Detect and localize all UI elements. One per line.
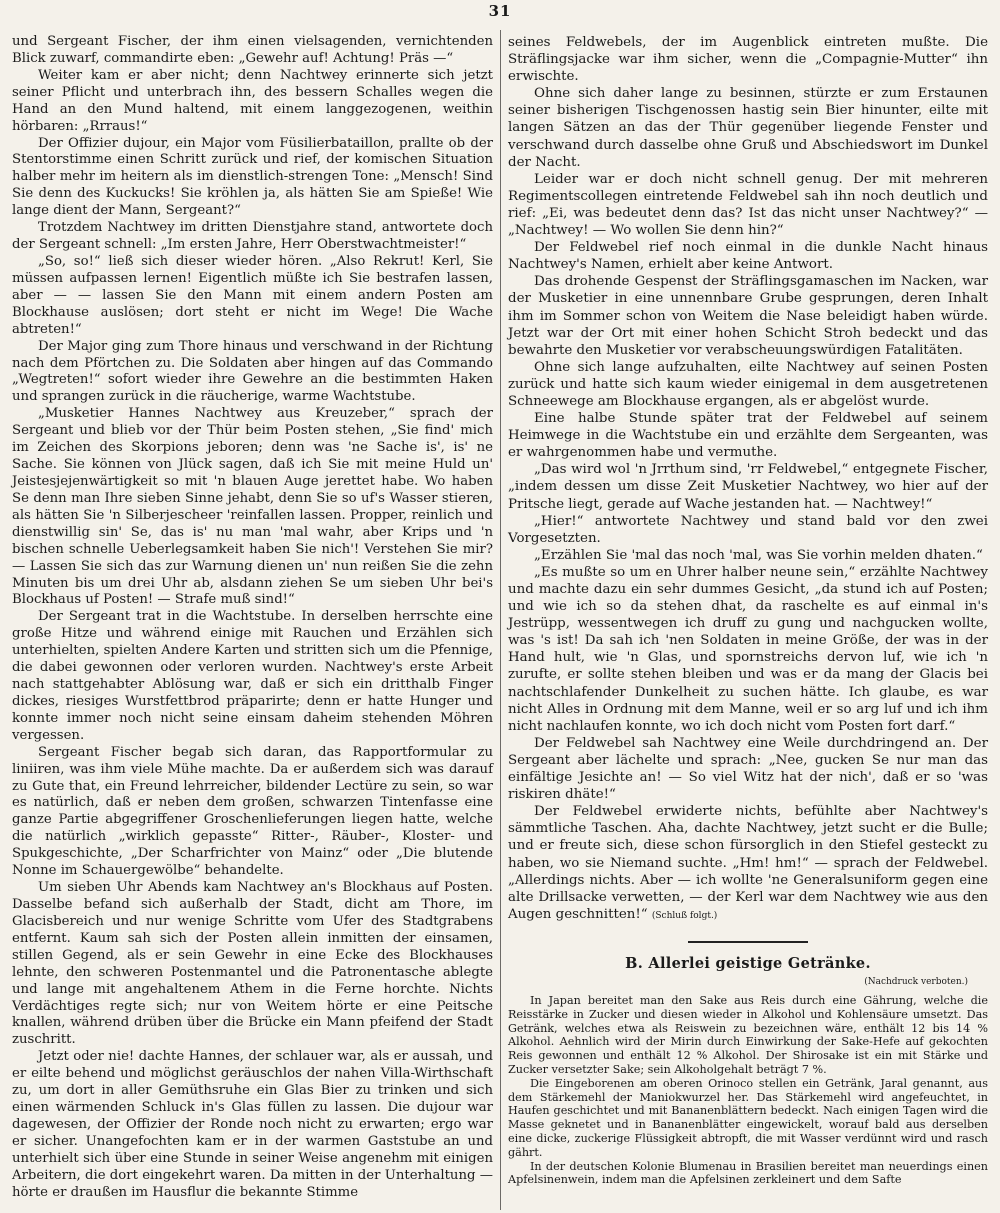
paragraph: „Hier!“ antwortete Nachtwey und stand bald vor den zwei Vorgesetzten.	[508, 513, 988, 546]
paragraph: Der Offizier dujour, ein Major vom Füsilierbataillon, prallte ob der Stentorstimme einen Schritt zurück und rief, der komischen Situation halber mehr im heitern als im dienstlich-strengen Tone: „Mensch! Sind Sie denn des Kuckucks! Sie kröhlen ja, als hätten Sie am Spieße! Wie lange dient der Mann, Sergeant?“	[12, 135, 493, 219]
section-body	[508, 994, 988, 1187]
paragraph: Der Sergeant trat in die Wachtstube. In derselben herrschte eine große Hitze und während einige mit Rauchen und Erzählen sich unterhielten, spielten Andere Karten und stritten sich um die Pfennige, die dabei gewonnen oder verloren wurden. Nachtwey's erste Arbeit nach stattgehabter Ablösung war, daß er sich ein dritthalb Finger dickes, riesiges Wurstfettbrod präparirte; denn er hatte Hunger und konnte immer noch nicht seine einsam daheim stehenden Möhren vergessen.	[12, 609, 493, 743]
paragraph: Trotzdem Nachtwey im dritten Dienstjahre stand, antwortete doch der Sergeant schnell: „Im ersten Jahre, Herr Oberstwachtmeister!“	[12, 220, 493, 253]
paragraph: „Es mußte so um en Uhrer halber neune sein,“ erzählte Nachtwey und machte dazu ein sehr dummes Gesicht, „da stund ich auf Posten; und wie ich so da stehen dhat, da raschelte es auf einmal in's Jestrüpp, wessentwegen ich druff zu gung und nachgucken wollte, was 's ist! Da sah ich 'nen Soldaten in meine Größe, der was in der Hand hult, wie 'n Glas, und spornstreichs dervon luf, wie ich 'n zurufte, er sollte stehen bleiben und was er da mang der Glacis bei nachtschlafender Dunkelheit zu suchen hätte. Ich glaube, es war nicht Alles in Ordnung mit dem Manne, weil er so arg luf und ich ihm nicht nachlaufen konnte, wo ich doch nicht vom Posten fort darf.“	[508, 564, 988, 734]
paragraph: „Musketier Hannes Nachtwey aus Kreuzeber,“ sprach der Sergeant und blieb vor der Thür beim Posten stehen, „Sie find' mich im Zeichen des Skorpions jeboren; denn was 'ne Sache is', is' ne Sache. Sie können von Jlück sagen, daß ich Sie mit meine Huld un' Jeistesjejenwärtigkeit so mit 'n blauen Auge jerettet habe. Wo haben Se denn man Ihre sieben Sinne jehabt, denn Sie so uf's Wasser stieren, als hätten Sie 'n Silberjescheer 'reinfallen lassen. Propper, reinlich und dienstwillig sin' Se, das is' nu man 'mal wahr, aber Krips und 'n bischen schnelle Ueberlegsamkeit haben Sie nich'! Verstehen Sie mir? — Lassen Sie sich das zur Warnung dienen un' nun reißen Sie die zehn Minuten bis um drei Uhr ab, alsdann ziehen Se um sieben Uhr bei's Blockhaus uf Posten! — Strafe muß sind!“	[12, 406, 493, 608]
paragraph: Ohne sich lange aufzuhalten, eilte Nachtwey auf seinen Posten zurück und hatte sich kaum wieder einigemal in dem ausgetretenen Schneewege am Blockhause ergangen, als er abgelöst wurde.	[508, 359, 988, 409]
paragraph: Jetzt oder nie! dachte Hannes, der schlauer war, als er aussah, und er eilte behend und möglichst geräuschlos der nahen Villa-Wirthschaft zu, um dort in aller Gemüthsruhe ein Glas Bier zu trinken und sich einen wärmenden Schluck in's Glas füllen zu lassen. Die dujour war dagewesen, der Offizier der Ronde noch nicht zu erwarten; ergo war er sicher. Unangefochten kam er in der warmen Gaststube an und unterhielt sich über eine Stunde in seiner Weise angenehm mit einigen Arbeitern, die dort eingekehrt waren. Da mitten in der Unterhaltung — hörte er draußen im Hausflur die bekannte Stimme	[12, 1049, 493, 1200]
paragraph: und Sergeant Fischer, der ihm einen vielsagenden, vernichtenden Blick zuwarf, commandirte eben: „Gewehr auf! Achtung! Präs —“	[12, 34, 493, 66]
paragraph: Das drohende Gespenst der Sträflingsgamaschen im Nacken, war der Musketier in eine unnennbare Grube gesprungen, deren Inhalt ihm im Sommer schon von Weitem die Nase beleidigt haben würde. Jetzt war der Ort mit einer hohen Schicht Stroh bedeckt und das bewahrte den Musketier vor verabscheuungswürdigen Fatalitäten.	[508, 274, 988, 358]
last-paragraph	[508, 803, 988, 925]
right-column	[508, 34, 988, 1187]
column-divider	[500, 30, 501, 1210]
paragraph: „So, so!“ ließ sich dieser wieder hören. „Also Rekrut! Kerl, Sie müssen aufpassen lernen! Eigentlich müßte ich Sie bestrafen lassen, aber — — lassen Sie den Mann mit einem andern Posten am Blockhause auslösen; dort steht er nicht im Wege! Die Wache abtreten!“	[12, 253, 493, 337]
paragraph: „Erzählen Sie 'mal das noch 'mal, was Sie vorhin melden dhaten.“	[534, 547, 983, 563]
paragraph: Weiter kam er aber nicht; denn Nachtwey erinnerte sich jetzt seiner Pflicht und unterbrach ihn, des bessern Schalles wegen die Hand an den Mund haltend, mit einem langgezogenen, weithin hörbaren: „Rrraus!“	[12, 67, 493, 134]
paragraph: Leider war er doch nicht schnell genug. Der mit mehreren Regimentscollegen eintretende Feldwebel sah ihn noch deutlich und rief: „Ei, was bedeutet denn das? Ist das nicht unser Nachtwey?“ — „Nachtwey! — Wo wollen Sie denn hin?“	[508, 171, 988, 239]
paragraph: Der Major ging zum Thore hinaus und verschwand in der Richtung nach dem Pförtchen zu. Die Soldaten aber hingen auf das Commando „Wegtreten!“ sofort wieder ihre Gewehre an die bestimmten Haken und sprangen zurück in die räucherige, warme Wachtstube.	[12, 338, 493, 405]
paragraph: „Das wird wol 'n Jrrthum sind, 'rr Feldwebel,“ entgegnete Fischer, „indem dessen um disse Zeit Musketier Nachtwey, wo hier auf der Pritsche liegt, gerade auf Wache jestanden hat. — Nachtwey!“	[508, 462, 988, 512]
paragraph: Ohne sich daher lange zu besinnen, stürzte er zum Erstaunen seiner bisherigen Tischgenossen hastig sein Bier hinunter, eilte mit langen Sätzen an das der Thür gegenüber liegende Fenster und verschwand durch dasselbe ohne Gruß und Abschiedswort im Dunkel der Nacht.	[508, 86, 988, 170]
section-title: B. Allerlei geistige Getränke.	[625, 954, 871, 972]
left-column	[12, 34, 493, 1202]
continuation-note: (Schluß folgt.)	[651, 910, 718, 921]
section-divider	[688, 941, 808, 943]
paragraph: Der Feldwebel rief noch einmal in die dunkle Nacht hinaus Nachtwey's Namen, erhielt aber keine Antwort.	[508, 240, 988, 273]
paragraph: Um sieben Uhr Abends kam Nachtwey an's Blockhaus auf Posten. Dasselbe befand sich außerhalb der Stadt, dicht am Thore, im Glacisbereich und nur wenige Schritte vom Ufer des Stadtgrabens entfernt. Kaum sah sich der Posten allein inmitten der einsamen, stillen Gegend, als er sein Gewehr in eine Ecke des Blockhauses lehnte, den schweren Postenmantel und die Patronentasche ablegte und lange mit angehaltenem Athem in die Ferne horchte. Nichts Verdächtiges regte sich; nur von Weitem hörte er eine Peitsche knallen, während drüben über die Brücke ein Mann pfeifend der Stadt zuschritt.	[12, 880, 493, 1048]
paragraph: In der deutschen Kolonie Blumenau in Brasilien bereitet man neuerdings einen Apfelsinenwein, indem man die Apfelsinen zerkleinert und dem Safte	[508, 1159, 988, 1187]
paragraph-text: Der Feldwebel erwiderte nichts, befühlte aber Nachtwey's sämmtliche Taschen. Aha, dachte Nachtwey, jetzt sucht er die Bulle; und er freute sich, diese schon fürsorglich in den Stiefel gesteckt zu haben, wo sie Niemand suchte. „Hm! hm!“ — sprach der Feldwebel. „Allerdings nichts. Aber — ich wollte 'ne Generalsuniform gegen eine alte Drillsacke verwetten, — der Kerl war dem Nachtwey wie aus den Augen geschnitten!“	[508, 804, 988, 922]
paragraph: Eine halbe Stunde später trat der Feldwebel auf seinem Heimwege in die Wachtstube ein und erzählte dem Sergeanten, was er wahrgenommen habe und vermuthe.	[508, 411, 988, 461]
paragraph: Die Eingeborenen am oberen Orinoco stellen ein Getränk, Jaral genannt, aus dem Stärkemehl der Maniokwurzel her. Das Stärkemehl wird angefeuchtet, in Haufen geschichtet und mit Bananenblättern bedeckt. Nach einigen Tagen wird die Masse geknetet und in Bananenblätter eingewickelt, worauf bald aus derselben eine dicke, zuckerige Flüssigkeit abtropft, die mit Wasser verdünnt wird und rasch gährt.	[508, 1076, 988, 1159]
paragraph: In Japan bereitet man den Sake aus Reis durch eine Gährung, welche die Reisstärke in Zucker und diesen wieder in Alkohol und Kohlensäure umsetzt. Das Getränk, welches etwa als Reiswein zu bezeichnen wäre, enthält 12 bis 14 % Alkohol. Aehnlich wird der Mirin durch Einwirkung der Sake-Hefe auf gekochten Reis gewonnen und enthält 12 % Alkohol. Der Shirosake ist ein mit Stärke und Zucker versetzter Sake; sein Alkoholgehalt beträgt 7 %.	[508, 994, 988, 1077]
page-number: 31	[488, 2, 512, 20]
paragraph: seines Feldwebels, der im Augenblick eintreten mußte. Die Sträflingsjacke war ihm sicher, wenn die „Compagnie-Mutter“ ihn erwischte.	[508, 35, 988, 85]
reprint-note: (Nachdruck verboten.)	[864, 976, 968, 987]
paragraph: Sergeant Fischer begab sich daran, das Rapportformular zu liniiren, was ihm viele Mühe machte. Da er außerdem sich was darauf zu Gute that, ein Freund lehrreicher, bildender Lectüre zu sein, so war es natürlich, daß er neben dem großen, schwarzen Tintenfasse eine ganze Partie abgegriffener Groschenlieferungen liegen hatte, welche die natürlich „wirklich gepasste“ Ritter-, Räuber-, Kloster- und Spukgeschichte, „Der Scharfrichter von Mainz“ oder „Die blutende Nonne im Schauergewölbe“ behandelte.	[12, 744, 493, 879]
paragraph: Der Feldwebel sah Nachtwey eine Weile durchdringend an. Der Sergeant aber lächelte und sprach: „Nee, gucken Se nur man das einfältige Jesichte an! — So viel Witz hat der nich', daß er so 'was riskiren dhäte!“	[508, 735, 988, 803]
